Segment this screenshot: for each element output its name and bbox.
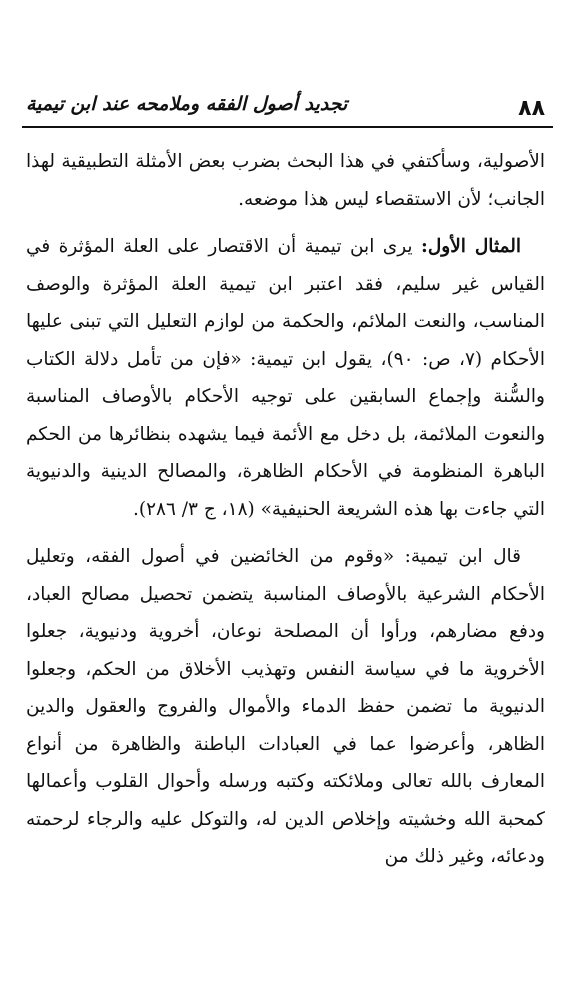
body-text (26, 143, 545, 876)
example-heading: المثال الأول: (421, 236, 522, 257)
page-header (22, 84, 553, 128)
paragraph-first-example (26, 228, 545, 528)
paragraph-quote: قال ابن تيمية: «وقوم من الخائضين في أصول الفقه، وتعليل الأحكام الشرعية بالأوصاف المناسبة يتضمن تحصيل مصالح العباد، ودفع مضارهم، ورأوا أن المصلحة نوعان، أخروية ودنيوية، جعلوا الأخروية ما في سياسة النفس وتهذيب الأخلاق من الحكم، وجعلوا الدنيوية ما تضمن حفظ الدماء والأموال والفروج والعقول والدين الظاهر، وأعرضوا عما في العبادات الباطنة والظاهرة من أنواع المعارف بالله تعالى وملائكته وكتبه ورسله وأحوال القلوب وأعمالها كمحبة الله وخشيته وإخلاص الدين له، والتوكل عليه والرجاء لرحمته ودعائه، وغير ذلك من (26, 546, 545, 867)
running-title: تجديد أصول الفقه وملامحه عند ابن تيمية (26, 93, 348, 115)
page-number: ٨٨ (518, 96, 545, 121)
paragraph-intro-continuation: الأصولية، وسأكتفي في هذا البحث بضرب بعض الأمثلة التطبيقية لهذا الجانب؛ لأن الاستقصاء ليس هذا موضعه. (26, 151, 545, 210)
header-rule (22, 126, 553, 128)
example-text: يرى ابن تيمية أن الاقتصار على العلة المؤثرة في القياس غير سليم، فقد اعتبر ابن تيمية العلة المؤثرة والوصف المناسب، والنعت الملائم، والحكمة من لوازم التعليل التي تبنى عليها الأحكام (٧، ص: ٩٠)، يقول ابن تيمية: «فإن من تأمل دلالة الكتاب والسُّنة وإجماع السابقين على توجيه الأحكام بالأوصاف المناسبة والنعوت الملائمة، بل دخل مع الأئمة فيما يشهده بنظائرها من الحكم الباهرة المنظومة في الأحكام الظاهرة، والمصالح الدينية والدنيوية التي جاءت بها هذه الشريعة الحنيفية» (١٨، ج ٣/ ٢٨٦). (26, 236, 545, 520)
